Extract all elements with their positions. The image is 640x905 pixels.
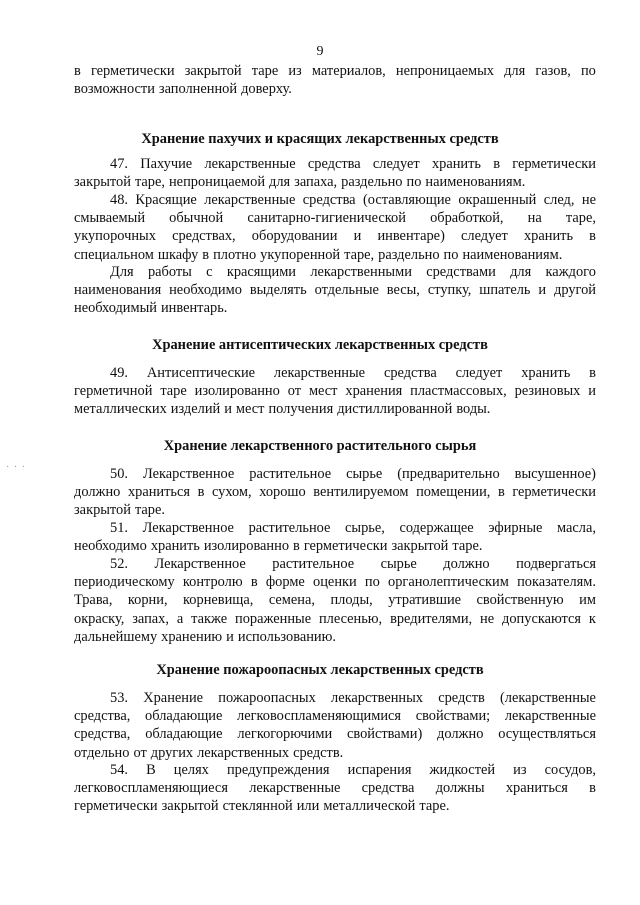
section-heading: Хранение пожароопасных лекарственных средств — [156, 662, 484, 678]
text-line: возможности заполненной доверху. — [74, 81, 292, 98]
text-line: периодическому контролю в форме оценки по органолептическим показателям. — [74, 574, 596, 591]
paragraph — [74, 689, 596, 762]
text-line: 53. Хранение пожароопасных лекарственных средств (лекарственные — [110, 690, 596, 706]
text-line: 49. Антисептические лекарственные средства следует хранить в — [110, 365, 596, 381]
paragraph — [74, 761, 596, 816]
section-heading: Хранение антисептических лекарственных средств — [152, 337, 488, 353]
text-line: Трава, корни, корневища, семена, плоды, утратившие свойственную им — [74, 592, 596, 609]
text-line: 48. Красящие лекарственные средства (оставляющие окрашенный след, не — [110, 192, 596, 208]
paragraph — [74, 155, 596, 191]
text-line: укупорочных средствах, оборудовании и инвентаре) следует хранить в — [74, 228, 596, 245]
text-line: специальном шкафу в плотно укупоренной таре, раздельно по наименованиям. — [74, 246, 563, 263]
text-line: герметичной таре изолированно от мест хранения пластмассовых, резиновых и — [74, 383, 596, 400]
section-heading: Хранение лекарственного растительного сырья — [163, 438, 477, 454]
text-line: дальнейшему хранению и использованию. — [74, 628, 336, 645]
paragraph — [74, 62, 596, 98]
text-line: должно храниться в сухом, хорошо вентилируемом помещении, в герметически — [74, 484, 596, 501]
paragraph — [74, 519, 596, 555]
text-line: 50. Лекарственное растительное сырье (предварительно высушенное) — [110, 466, 596, 482]
text-line: окраску, запах, а также пораженные плесенью, вредителями, не допускаются к — [74, 610, 596, 627]
paragraph — [74, 364, 596, 419]
paragraph — [74, 263, 596, 318]
text-line: легковоспламеняющиеся лекарственные средства должны храниться в — [74, 780, 596, 797]
text-line: 52. Лекарственное растительное сырье должно подвергаться — [110, 556, 596, 572]
text-line: необходимый инвентарь. — [74, 300, 228, 317]
text-line: отдельно от других лекарственных средств. — [74, 744, 344, 761]
binding-mark: · · · — [6, 462, 26, 473]
text-line: Для работы с красящими лекарственными средствами для каждого — [110, 264, 596, 280]
paragraph — [74, 465, 596, 520]
text-line: в герметически закрытой таре из материалов, непроницаемых для газов, по — [74, 63, 596, 79]
text-line: 54. В целях предупреждения испарения жидкостей из сосудов, — [110, 762, 596, 778]
text-line: закрытой таре. — [74, 502, 165, 519]
text-line: 47. Пахучие лекарственные средства следует хранить в герметически — [110, 156, 596, 172]
paragraph — [74, 555, 596, 646]
text-line: средства, обладающие легкогорючими свойствами) должно осуществляться — [74, 726, 596, 743]
text-line: 51. Лекарственное растительное сырье, содержащее эфирные масла, — [110, 520, 596, 536]
text-line: необходимо хранить изолированно в герметически закрытой таре. — [74, 538, 483, 555]
text-line: металлических изделий и мест получения дистиллированной воды. — [74, 401, 491, 418]
page-number: 9 — [316, 44, 324, 59]
text-line: наименования необходимо выделять отдельные весы, ступку, шпатель и другой — [74, 282, 596, 299]
section-heading: Хранение пахучих и красящих лекарственных средств — [141, 131, 499, 147]
text-line: смываемый обычной санитарно-гигиенической обработкой, на таре, — [74, 210, 596, 227]
text-line: герметически закрытой стеклянной или металлической таре. — [74, 798, 450, 815]
text-line: средства, обладающие легковоспламеняющимися свойствами; лекарственные — [74, 708, 596, 725]
text-line: закрытой таре, непроницаемой для запаха, раздельно по наименованиям. — [74, 174, 526, 191]
paragraph — [74, 191, 596, 264]
